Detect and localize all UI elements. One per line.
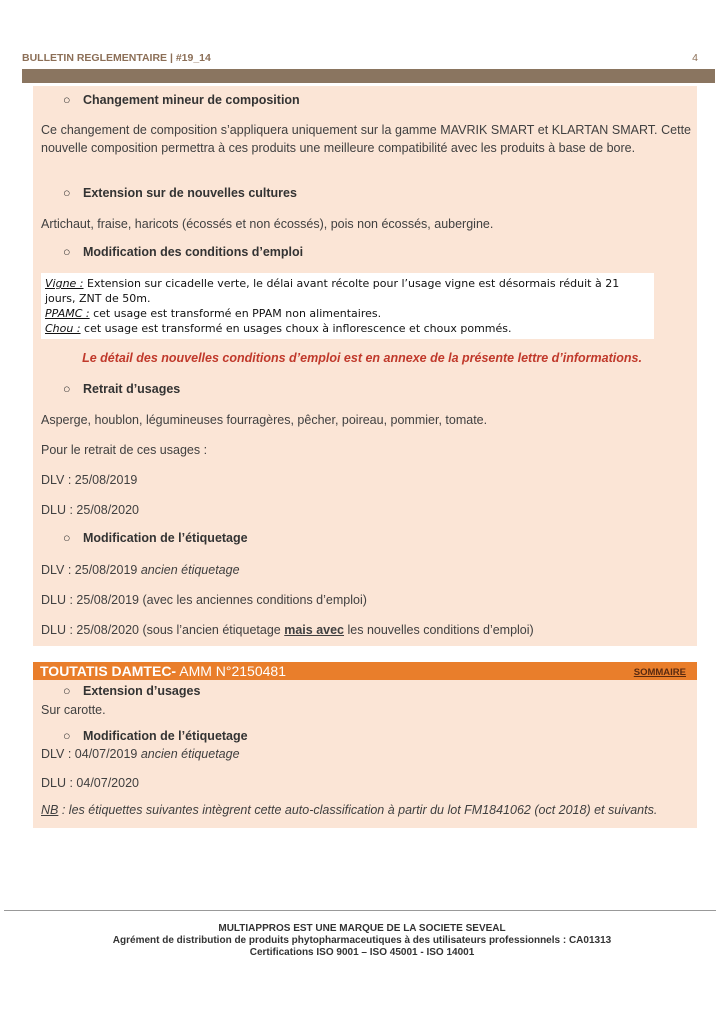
subheading-labeling: ○ Modification de l’étiquetage — [63, 531, 248, 545]
subheading-labeling-2: ○ Modification de l’étiquetage — [63, 729, 248, 743]
bullet-icon: ○ — [63, 382, 71, 396]
annex-note: Le détail des nouvelles conditions d’emploi est en annexe de la présente lettre d’informations. — [82, 351, 642, 365]
date-dlu-2: DLU : 04/07/2020 — [41, 776, 139, 790]
footer-divider — [4, 910, 716, 911]
bullet-icon: ○ — [63, 531, 71, 545]
labeling-line-1: DLV : 25/08/2019 ancien étiquetage — [41, 563, 240, 577]
bullet-icon: ○ — [63, 729, 71, 743]
subheading-composition: ○ Changement mineur de composition — [63, 93, 300, 107]
date-dlu: DLU : 25/08/2020 — [41, 503, 139, 517]
subheading-conditions: ○ Modification des conditions d’emploi — [63, 245, 304, 259]
labeling-line-2: DLU : 25/08/2019 (avec les anciennes conditions d’emploi) — [41, 593, 367, 607]
subheading-extension-usages: ○ Extension d’usages — [63, 684, 201, 698]
bulletin-header-title: BULLETIN REGLEMENTAIRE | #19_14 — [22, 52, 211, 64]
date-dlv-2: DLV : 04/07/2019 ancien étiquetage — [41, 747, 240, 761]
condition-vigne: Vigne : Extension sur cicadelle verte, le délai avant récolte pour l’usage vigne est désormais réduit à 21 jours, ZNT de 50m. — [45, 277, 620, 305]
paragraph-carrot: Sur carotte. — [41, 703, 106, 717]
condition-ppamc: PPAMC : cet usage est transformé en PPAM non alimentaires. — [45, 307, 382, 320]
bullet-icon: ○ — [63, 245, 71, 259]
nb-note: NB : les étiquettes suivantes intègrent cette auto-classification à partir du lot FM1841062 (oct 2018) et suivants. — [41, 803, 658, 817]
paragraph-crops: Artichaut, fraise, haricots (écossés et non écossés), pois non écossés, aubergine. — [41, 217, 494, 231]
condition-chou: Chou : cet usage est transformé en usages choux à inflorescence et choux pommés. — [45, 322, 512, 335]
conditions-box — [41, 273, 654, 339]
sommaire-link[interactable]: SOMMAIRE — [633, 667, 686, 678]
footer-line-2: Agrément de distribution de produits phytopharmaceutiques à des utilisateurs professionnels : CA01313 — [112, 935, 612, 946]
labeling-line-3: DLU : 25/08/2020 (sous l’ancien étiquetage mais avec les nouvelles conditions d’emploi) — [41, 623, 534, 637]
bullet-icon: ○ — [63, 684, 71, 698]
paragraph-composition: Ce changement de composition s’appliquera uniquement sur la gamme MAVRIK SMART et KLARTAN SMART. Cette nouvelle composition permettra à ces produits une meilleure compatibilité avec les produits à base de bore. — [41, 123, 691, 155]
footer-line-3: Certifications ISO 9001 – ISO 45001 - ISO 14001 — [249, 947, 475, 958]
date-dlv: DLV : 25/08/2019 — [41, 473, 138, 487]
bullet-icon: ○ — [63, 93, 71, 107]
product-title: TOUTATIS DAMTEC- AMM N°2150481 — [40, 663, 286, 679]
footer-line-1: MULTIAPPROS EST UNE MARQUE DE LA SOCIETE SEVEAL — [218, 923, 506, 934]
subheading-new-crops: ○ Extension sur de nouvelles cultures — [63, 186, 297, 200]
page-number: 4 — [692, 52, 698, 64]
paragraph-withdrawn-crops: Asperge, houblon, légumineuses fourragères, pêcher, poireau, pommier, tomate. — [41, 413, 488, 427]
bullet-icon: ○ — [63, 186, 71, 200]
header-divider-bar — [22, 69, 715, 83]
paragraph-withdrawal-intro: Pour le retrait de ces usages : — [41, 443, 208, 457]
subheading-withdrawal: ○ Retrait d’usages — [63, 382, 181, 396]
